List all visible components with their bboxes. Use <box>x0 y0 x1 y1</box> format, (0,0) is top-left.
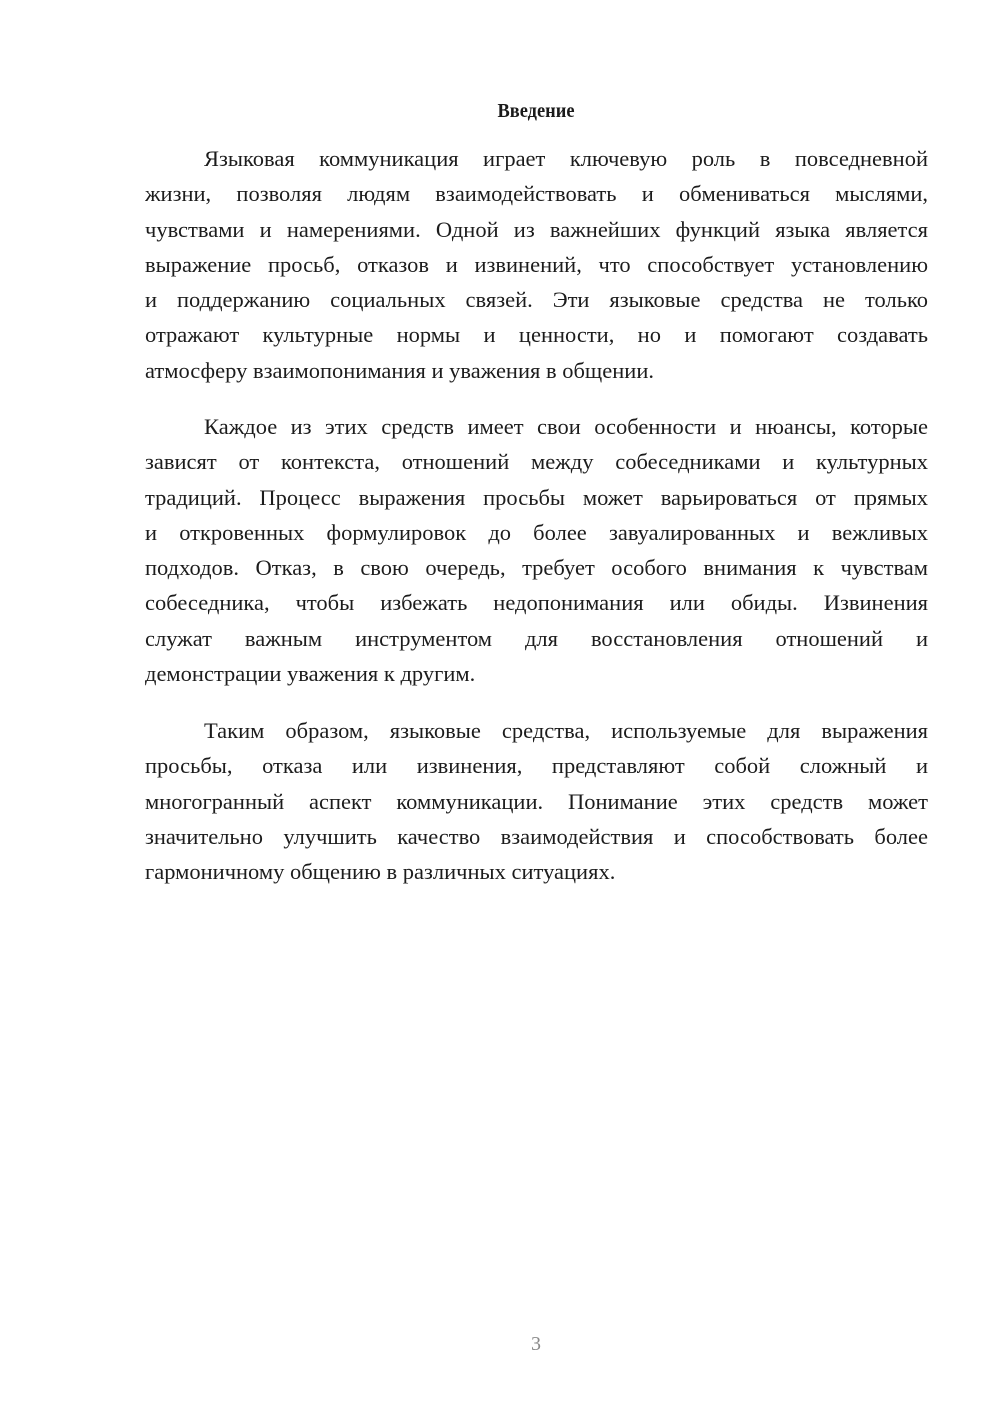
text-line: гармоничному общению в различных ситуациях. <box>145 859 616 885</box>
text-line: чувствами и намерениями. Одной из важнейших функций языка является <box>145 216 928 242</box>
text-line: демонстрации уважения к другим. <box>145 661 476 687</box>
text-line: Таким образом, языковые средства, используемые для выражения <box>204 718 928 743</box>
text-line: отражают культурные нормы и ценности, но и помогают создавать <box>145 322 928 348</box>
text-line: традиций. Процесс выражения просьбы может варьироваться от прямых <box>145 484 928 510</box>
text-line: зависят от контекста, отношений между собеседниками и культурных <box>145 449 928 475</box>
text-line: просьбы, отказа или извинения, представляют собой сложный и <box>145 753 928 779</box>
text-line: атмосферу взаимопонимания и уважения в общении. <box>145 357 654 383</box>
text-line: и поддержанию социальных связей. Эти языковые средства не только <box>145 287 928 313</box>
text-line: значительно улучшить качество взаимодействия и способствовать более <box>145 823 928 849</box>
page-number: 3 <box>531 1333 541 1355</box>
text-line: многогранный аспект коммуникации. Понимание этих средств может <box>145 788 928 814</box>
text-line: собеседника, чтобы избежать недопонимания или обиды. Извинения <box>145 590 928 616</box>
text-line: Каждое из этих средств имеет свои особенности и нюансы, которые <box>204 414 928 439</box>
text-line: выражение просьб, отказов и извинений, что способствует установлению <box>145 251 928 277</box>
text-line: подходов. Отказ, в свою очередь, требует особого внимания к чувствам <box>145 555 928 581</box>
text-line: жизни, позволяя людям взаимодействовать и обмениваться мыслями, <box>145 181 928 207</box>
text-line: Языковая коммуникация играет ключевую роль в повседневной <box>204 146 928 171</box>
text-line: и откровенных формулировок до более завуалированных и вежливых <box>145 519 928 545</box>
text-line: служат важным инструментом для восстановления отношений и <box>145 625 928 651</box>
paragraph-3 <box>145 713 928 889</box>
paragraph-1 <box>145 141 928 388</box>
section-title: Введение <box>497 100 575 122</box>
paragraph-2 <box>145 409 928 691</box>
